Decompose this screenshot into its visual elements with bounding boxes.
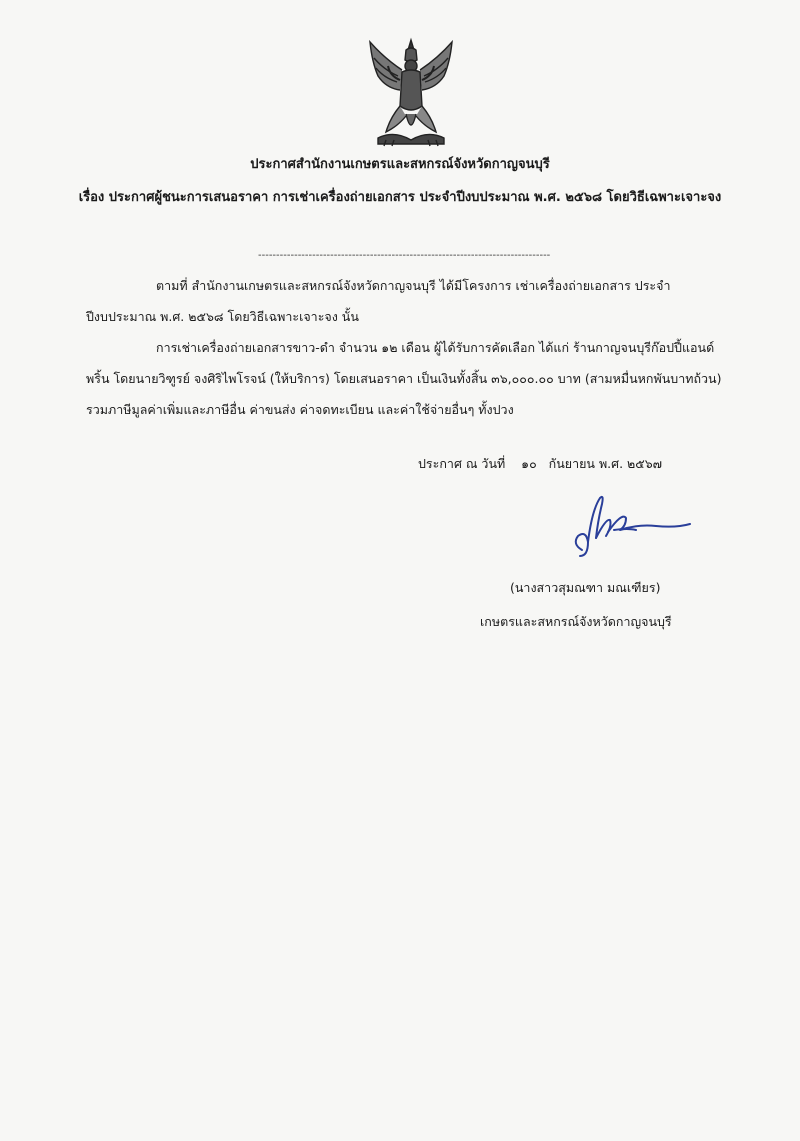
body-paragraph-2: การเช่าเครื่องถ่ายเอกสารขาว-ดำ จำนวน ๑๒ เดือน ผู้ได้รับการคัดเลือก ได้แก่ ร้านกาญจนบุรีก๊อปปี้แอนด์พริ้น โดยนายวิฑูรย์ จงศิริไพโรจน์ (ให้บริการ) โดยเสนอราคา เป็นเงินทั้งสิ้น ๓๖,๐๐๐.๐๐ บาท (สามหมื่นหกพันบาทถ้วน) รวมภาษีมูลค่าเพิ่มและภาษีอื่น ค่าขนส่ง ค่าจดทะเบียน และค่าใช้จ่ายอื่นๆ ทั้งปวง (86, 340, 722, 417)
signer-name: (นางสาวสุมณฑา มณเฑียร) (510, 580, 661, 595)
announce-prefix: ประกาศ ณ วันที่ (418, 456, 506, 471)
garuda-emblem-icon (364, 36, 458, 148)
announce-month-year: กันยายน พ.ศ. ๒๕๖๗ (548, 456, 663, 471)
signer-position: เกษตรและสหกรณ์จังหวัดกาญจนบุรี (480, 614, 672, 629)
announcement-subject: เรื่อง ประกาศผู้ชนะการเสนอราคา การเช่าเครื่องถ่ายเอกสาร ประจำปีงบประมาณ พ.ศ. ๒๕๖๘ โดยวิธีเฉพาะเจาะจง (78, 190, 722, 205)
announcement-date (418, 454, 662, 474)
body-paragraph-1: ตามที่ สำนักงานเกษตรและสหกรณ์จังหวัดกาญจนบุรี ได้มีโครงการ เช่าเครื่องถ่ายเอกสาร ประจำปีงบประมาณ พ.ศ. ๒๕๖๘ โดยวิธีเฉพาะเจาะจง นั้น (86, 278, 671, 324)
signature-image (566, 490, 706, 564)
announce-day: ๑๐ (521, 456, 537, 471)
announcement-title: ประกาศสำนักงานเกษตรและสหกรณ์จังหวัดกาญจนบุรี (250, 157, 550, 172)
section-divider: --------------------------------------------------------------------------------- (258, 250, 551, 261)
